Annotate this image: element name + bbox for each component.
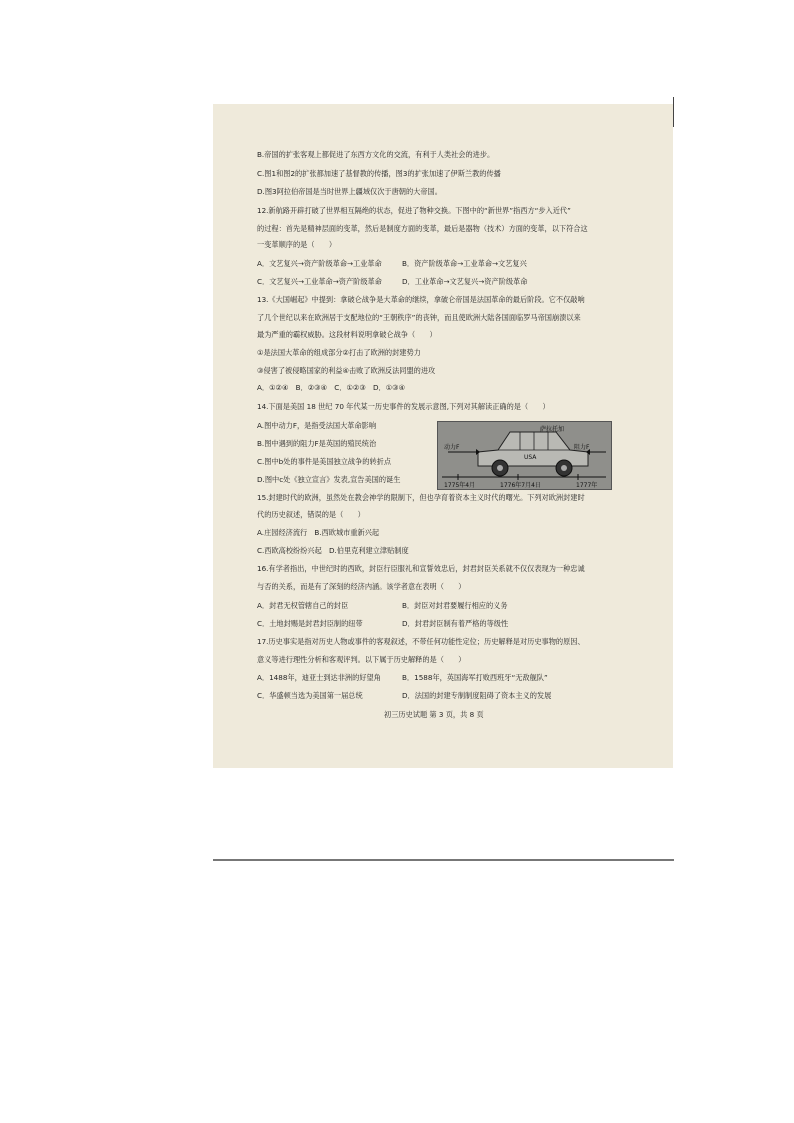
- scan-edge-line: [673, 97, 674, 127]
- q12-stem-line-2: 的过程：首先是精神层面的变革，然后是制度方面的变革，最后是器物（技术）方面的变革，以下符合这: [257, 224, 588, 233]
- figure-resistance-label: 阻力F: [574, 444, 590, 451]
- q15-options-cd: C.西欧高校纷纷兴起 D.伯里克利建立津贴制度: [257, 546, 409, 555]
- q15-stem-line-2: 代的历史叙述，错误的是（ ）: [257, 510, 365, 519]
- q16-stem-line-2: 与否的关系，而是有了深刻的经济内涵。该学者意在表明（ ）: [257, 582, 466, 591]
- q17-option-b: B．1588年，英国海军打败西班牙“无敌舰队”: [402, 673, 548, 682]
- q16-option-b: B．封臣对封君要履行相应的义务: [402, 601, 508, 610]
- q14-stem: 14.下面是美国 18 世纪 70 年代某一历史事件的发展示意图,下列对其解读正确的是（ ）: [257, 402, 550, 411]
- q11-option-c: C.图1和图2的扩张都加速了基督教的传播，图3的扩张加速了伊斯兰教的传播: [257, 169, 501, 178]
- q13-statement-2: ③侵害了被侵略国家的利益④击败了欧洲反法同盟的进攻: [257, 366, 436, 375]
- scan-bottom-rule: [213, 859, 674, 861]
- q17-option-d: D．法国的封建专制制度阻碍了资本主义的发展: [402, 691, 552, 700]
- q13-stem-line-1: 13.《大国崛起》中提到：拿破仑战争是大革命的继续，拿破仑帝国是法国革命的最后阶段。它不仅敲响: [257, 295, 585, 304]
- q14-option-c: C.图中b处的事件是美国独立战争的转折点: [257, 457, 392, 466]
- q15-stem-line-1: 15.封建时代的欧洲，虽然处在教会神学的限制下，但也孕育着资本主义时代的曙光。下列对欧洲封建时: [257, 493, 585, 502]
- q17-stem-line-1: 17.历史事实是指对历史人物或事件的客观叙述，不带任何功能性定位；历史解释是对历史事物的原因、: [257, 637, 585, 646]
- q14-option-a: A.图中动力F，是指受法国大革命影响: [257, 421, 377, 430]
- figure-date-3: 1777年: [576, 482, 598, 489]
- q13-stem-line-2: 了几个世纪以来在欧洲居于支配地位的“王朝秩序”的丧钟，而且使欧洲大陆各国面临罗马帝国崩溃以来: [257, 313, 581, 322]
- q11-option-d: D.图3阿拉伯帝国是当时世界上疆域仅次于唐朝的大帝国。: [257, 187, 442, 196]
- figure-date-2: 1776年7月4日: [500, 482, 541, 489]
- figure-top-label: 萨拉托加: [540, 426, 565, 433]
- q14-option-b: B.图中遇到的阻力F是英国的殖民统治: [257, 439, 377, 448]
- q17-stem-line-2: 意义等进行理性分析和客观评判。以下属于历史解释的是（ ）: [257, 655, 466, 664]
- q14-option-d: D.图中c处《独立宣言》发表,宣告美国的诞生: [257, 475, 401, 484]
- q16-option-d: D．封君封臣制有着严格的等级性: [402, 619, 509, 628]
- q17-option-a: A．1488年，迪亚士到达非洲的好望角: [257, 673, 381, 682]
- q16-stem-line-1: 16.有学者指出，中世纪时的西欧，封臣行臣服礼和宣誓效忠后，封君封臣关系就不仅仅表现为一种忠诚: [257, 564, 585, 573]
- q13-options: A．①②④ B．②③④ C．①②③ D．①③④: [257, 383, 406, 392]
- figure-force-label: 动力F: [444, 444, 460, 451]
- q12-option-a: A．文艺复兴→资产阶级革命→工业革命: [257, 259, 382, 268]
- q12-stem-line-1: 12.新航路开辟打破了世界相互隔绝的状态，促进了物种交换。下图中的“新世界”指西方“步入近代”: [257, 206, 571, 215]
- q16-option-a: A．封君无权管辖自己的封臣: [257, 601, 349, 610]
- q12-option-d: D．工业革命→文艺复兴→资产阶级革命: [402, 277, 528, 286]
- q17-option-c: C．华盛顿当选为美国第一届总统: [257, 691, 363, 700]
- page-footer: 初三历史试题 第 3 页，共 8 页: [384, 710, 484, 719]
- figure-date-1: 1775年4月: [444, 482, 476, 489]
- q15-options-ab: A.庄园经济流行 B.西欧城市重新兴起: [257, 528, 380, 537]
- q12-option-c: C．文艺复兴→工业革命→资产阶级革命: [257, 277, 382, 286]
- q13-stem-line-3: 最为严重的霸权威胁。这段材料说明拿破仑战争（ ）: [257, 330, 437, 339]
- history-event-diagram: [437, 421, 612, 490]
- q13-statement-1: ①是法国大革命的组成部分②打击了欧洲的封建势力: [257, 348, 421, 357]
- q11-option-b: B.帝国的扩张客观上都促进了东西方文化的交流，有利于人类社会的进步。: [257, 150, 495, 159]
- q12-stem-line-3: 一变革顺序的是（ ）: [257, 240, 337, 249]
- q12-option-b: B．资产阶级革命→工业革命→文艺复兴: [402, 259, 527, 268]
- q16-option-c: C．土地封赐是封君封臣制的纽带: [257, 619, 363, 628]
- figure-car-label: USA: [524, 454, 537, 461]
